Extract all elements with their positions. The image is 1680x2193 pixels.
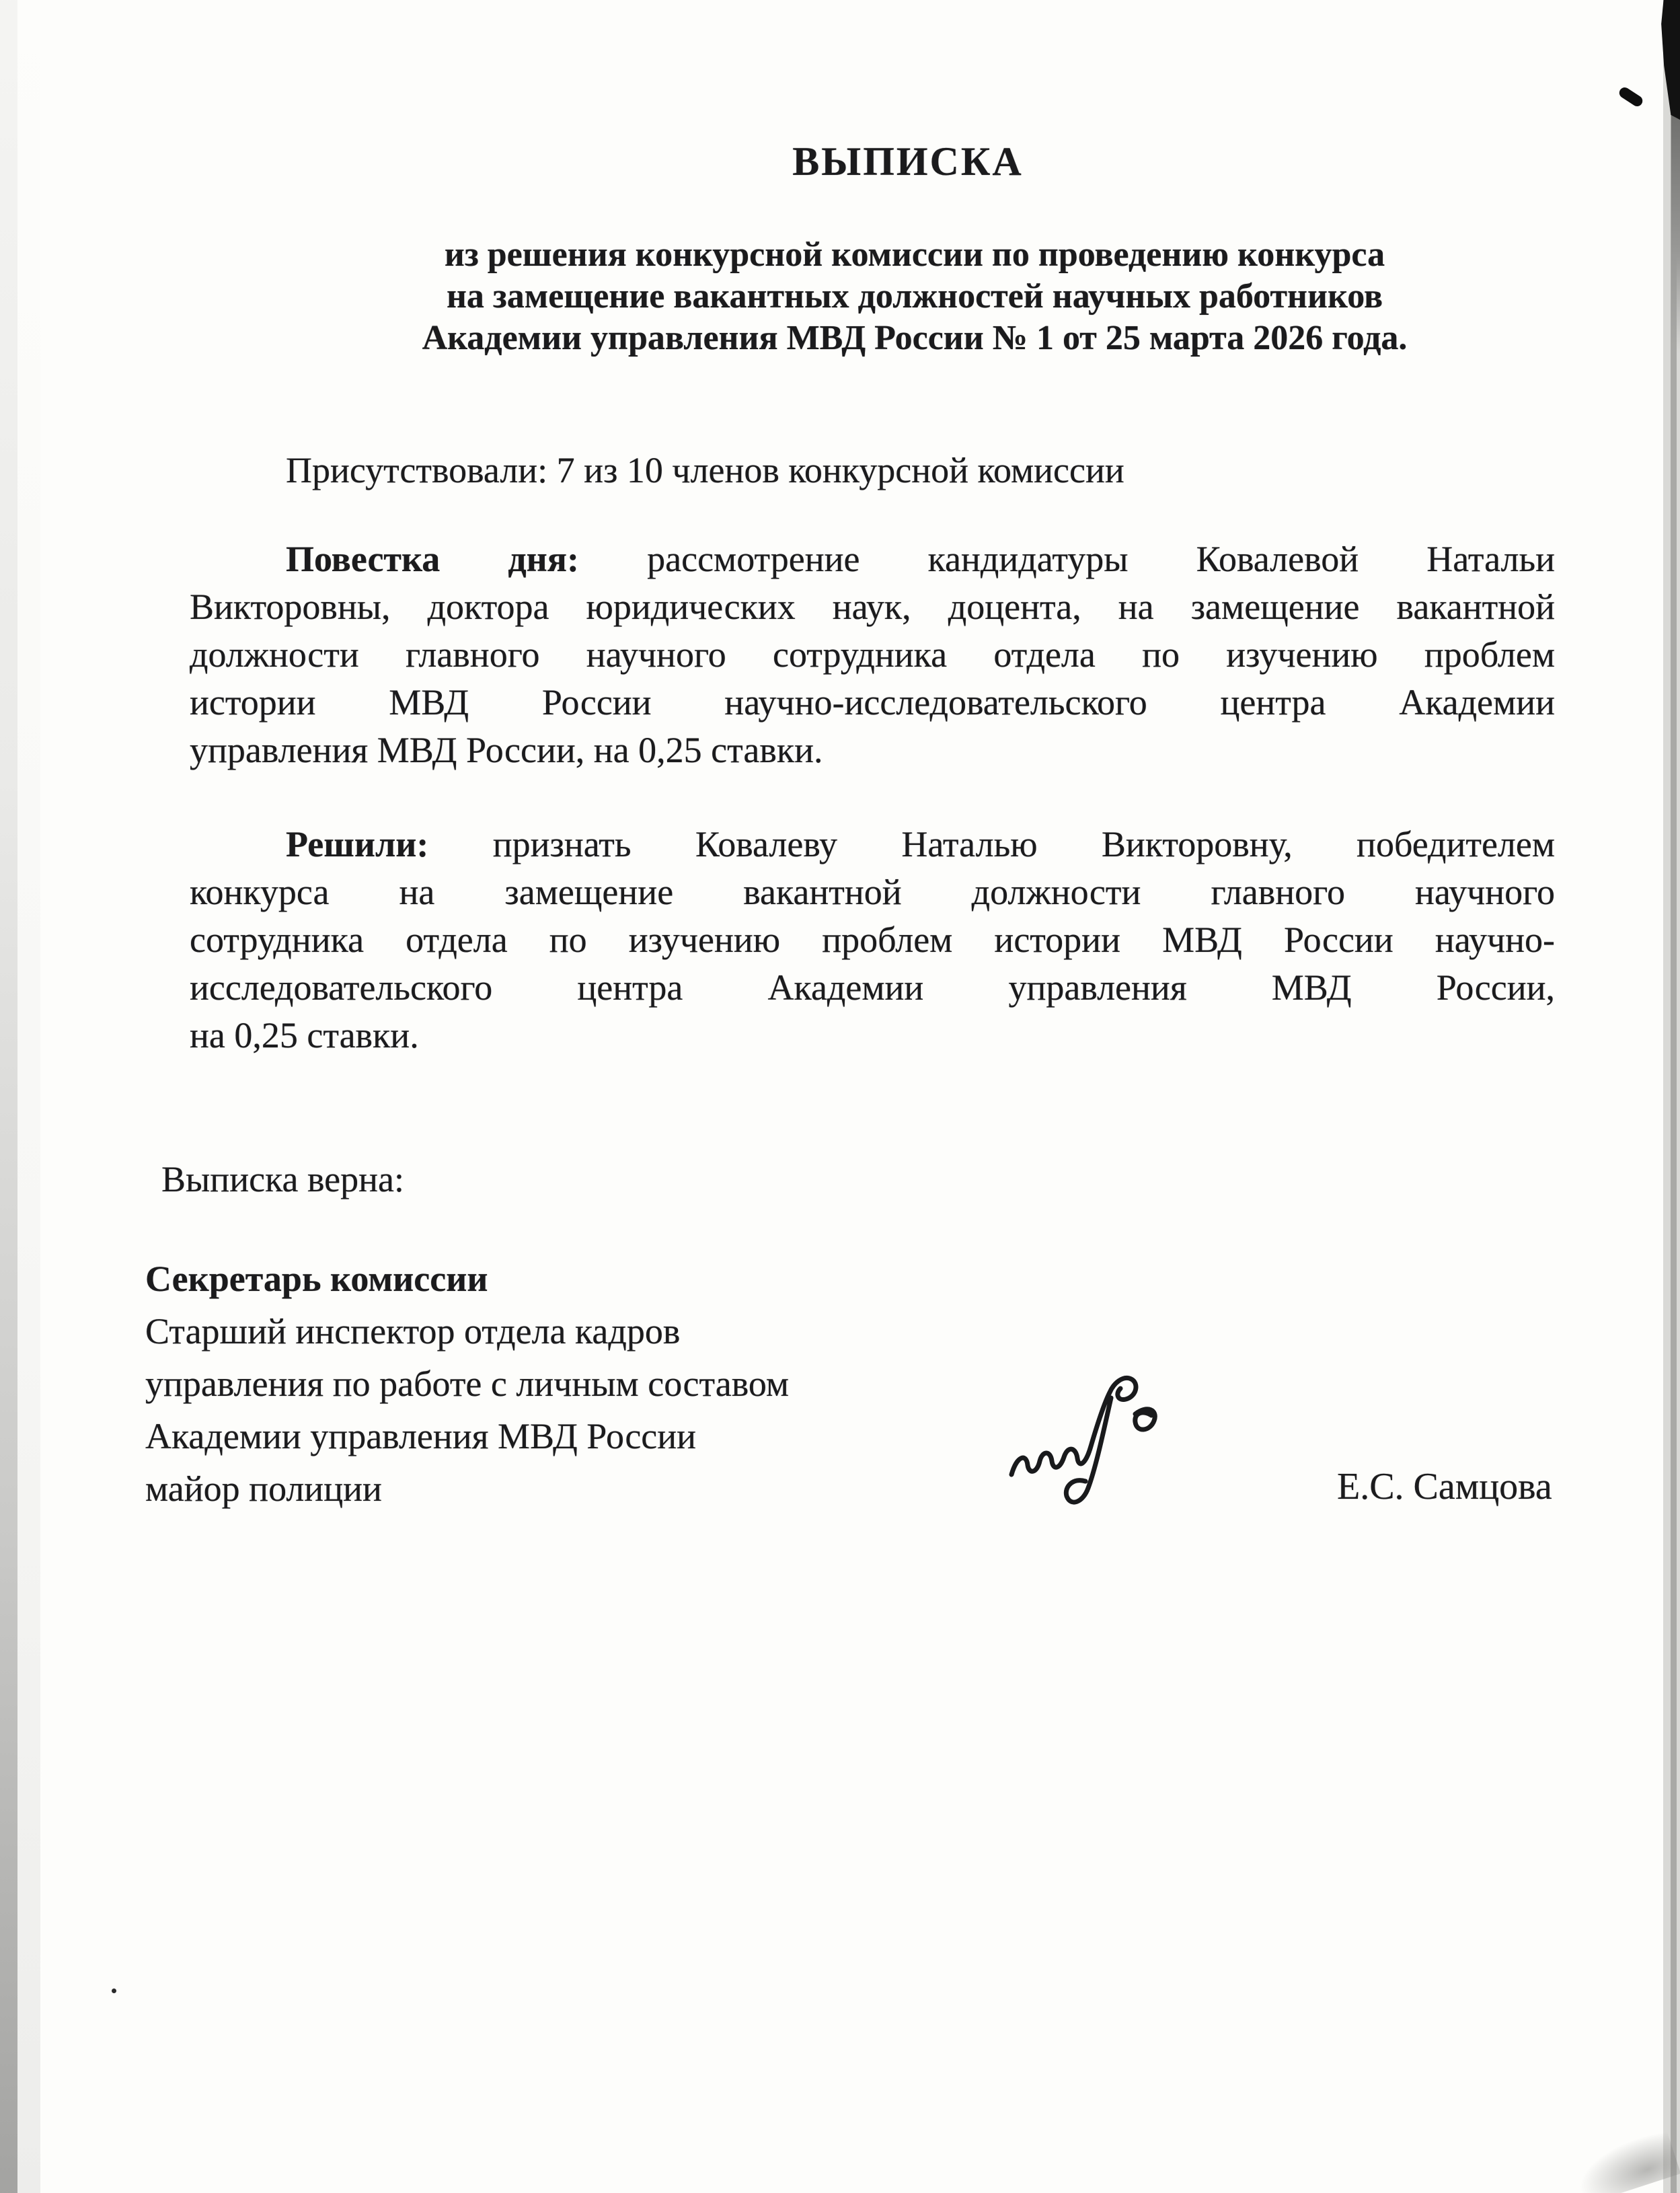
paper-speck <box>112 1988 116 1993</box>
agenda-paragraph <box>190 535 1555 774</box>
decision-line: сотрудника отдела по изучению проблем истории МВД России научно- <box>190 920 1555 960</box>
agenda-label: Повестка дня: <box>286 539 579 579</box>
signature-block <box>145 1253 1020 1515</box>
decision-line: Решили: признать Ковалеву Наталью Викторовну, победителем <box>286 824 1556 864</box>
signature-role-line: майор полиции <box>145 1469 382 1509</box>
top-right-ink-mark <box>1617 85 1645 108</box>
agenda-line: истории МВД России научно-исследовательского центра Академии <box>190 682 1555 722</box>
handwritten-signature-stroke <box>1003 1374 1185 1515</box>
signature-role-line: Старший инспектор отдела кадров <box>145 1311 681 1351</box>
attendance-line: Присутствовали: 7 из 10 членов конкурсной комиссии <box>286 450 1124 490</box>
agenda-line: Повестка дня: рассмотрение кандидатуры Ковалевой Натальи <box>286 539 1555 579</box>
signature-role-line: управления по работе с личным составом <box>145 1364 789 1404</box>
page-title: ВЫПИСКА <box>792 139 1024 184</box>
decision-paragraph <box>190 821 1555 1060</box>
decision-line: конкурса на замещение вакантной должности главного научного <box>190 872 1555 912</box>
decision-line: на 0,25 ставки. <box>190 1015 419 1055</box>
left-scan-edge <box>0 0 17 2193</box>
subtitle-line: Академии управления МВД России № 1 от 25 марта 2026 года. <box>422 319 1408 357</box>
signature-role-title: Секретарь комиссии <box>145 1259 488 1299</box>
subtitle-line: на замещение вакантных должностей научных работников <box>446 277 1383 315</box>
decision-line: исследовательского центра Академии управления МВД России, <box>190 967 1555 1008</box>
left-scan-edge-soft <box>17 0 40 2193</box>
document-subtitle <box>269 234 1560 359</box>
signer-name: Е.С. Самцова <box>1337 1466 1552 1508</box>
handwritten-signature <box>1003 1374 1185 1518</box>
right-scan-shadow <box>1671 111 1680 353</box>
agenda-line: должности главного научного сотрудника отдела по изучению проблем <box>190 634 1555 675</box>
certification-line: Выписка верна: <box>161 1159 404 1199</box>
agenda-line: Викторовны, доктора юридических наук, доцента, на замещение вакантной <box>190 587 1555 627</box>
signature-role-line: Академии управления МВД России <box>145 1416 697 1456</box>
subtitle-line: из решения конкурсной комиссии по проведению конкурса <box>444 235 1385 274</box>
agenda-line: управления МВД России, на 0,25 ставки. <box>190 730 823 770</box>
decision-label: Решили: <box>286 824 429 864</box>
